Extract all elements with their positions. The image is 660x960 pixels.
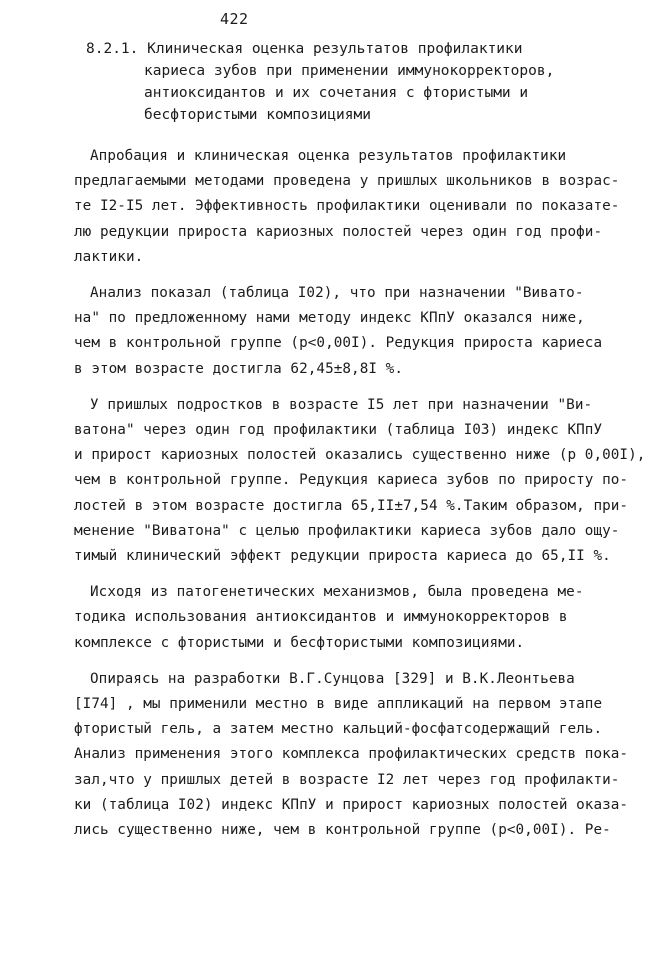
text-line: те I2-I5 лет. Эффективность профилактики оценивали по показате- (74, 198, 620, 215)
heading-line: кариеса зубов при применении иммунокорректоров, (144, 63, 555, 79)
body-text (74, 144, 646, 843)
text-line: ватона" через один год профилактики (таблица I03) индекс КПпУ (74, 422, 603, 439)
paragraph (74, 667, 634, 843)
text-line: У пришлых подростков в возрасте I5 лет при назначении "Ви- (90, 396, 593, 413)
text-line: и прирост кариозных полостей оказались существенно ниже (р 0,00I), (74, 447, 646, 464)
text-line: [I74] , мы применили местно в виде аппликаций на первом этапе (74, 696, 603, 713)
text-line: ки (таблица I02) индекс КПпУ и прирост кариозных полостей оказа- (74, 796, 629, 813)
text-line: предлагаемыми методами проведена у пришлых школьников в возрас- (74, 173, 620, 190)
text-line: лись существенно ниже, чем в контрольной группе (р<0,00I). Ре- (74, 822, 611, 839)
text-line: менение "Виватона" с целью профилактики кариеса зубов дало ощу- (74, 522, 620, 539)
text-line: зал,что у пришлых детей в возрасте I2 лет через год профилакти- (74, 771, 620, 788)
text-line: Апробация и клиническая оценка результатов профилактики (90, 148, 567, 164)
paragraph (74, 393, 646, 569)
paragraph (74, 281, 634, 382)
section-heading (86, 38, 616, 126)
text-line: Анализ применения этого комплекса профилактических средств пока- (74, 746, 629, 763)
text-line: лю редукции прироста кариозных полостей через один год профи- (74, 223, 603, 240)
text-line: Опираясь на разработки В.Г.Сунцова [329] и В.К.Леонтьева (90, 670, 575, 687)
text-line: Анализ показал (таблица I02), что при назначении "Вивато- (90, 285, 584, 302)
text-line: тимый клинический эффект редукции прироста кариеса до 65,II %. (74, 548, 611, 565)
heading-line: бесфтористыми композициями (144, 107, 371, 123)
text-line: на" по предложенному нами методу индекс КПпУ оказался ниже, (74, 310, 585, 327)
text-line: чем в контрольной группе (р<0,00I). Редукция прироста кариеса (74, 335, 603, 352)
heading-line: 8.2.1. Клиническая оценка результатов профилактики (86, 41, 523, 57)
text-line: чем в контрольной группе. Редукция кариеса зубов по приросту по- (74, 472, 629, 489)
page-number: 422 (220, 10, 249, 28)
paragraph (74, 144, 634, 270)
text-line: тодика использования антиоксидантов и иммунокорректоров в (74, 609, 568, 626)
text-line: комплексе с фтористыми и бесфтористыми композициями. (74, 634, 525, 651)
text-line: Исходя из патогенетических механизмов, была проведена ме- (90, 584, 584, 601)
text-line: в этом возрасте достигла 62,45±8,8I %. (74, 360, 403, 377)
text-line: лостей в этом возрасте достигла 65,II±7,54 %.Таким образом, при- (74, 497, 629, 514)
heading-line: антиоксидантов и их сочетания с фтористыми и (144, 85, 529, 101)
paragraph (74, 580, 634, 656)
text-line: лактики. (74, 248, 144, 265)
text-line: фтористый гель, а затем местно кальций-фосфатсодержащий гель. (74, 721, 603, 738)
